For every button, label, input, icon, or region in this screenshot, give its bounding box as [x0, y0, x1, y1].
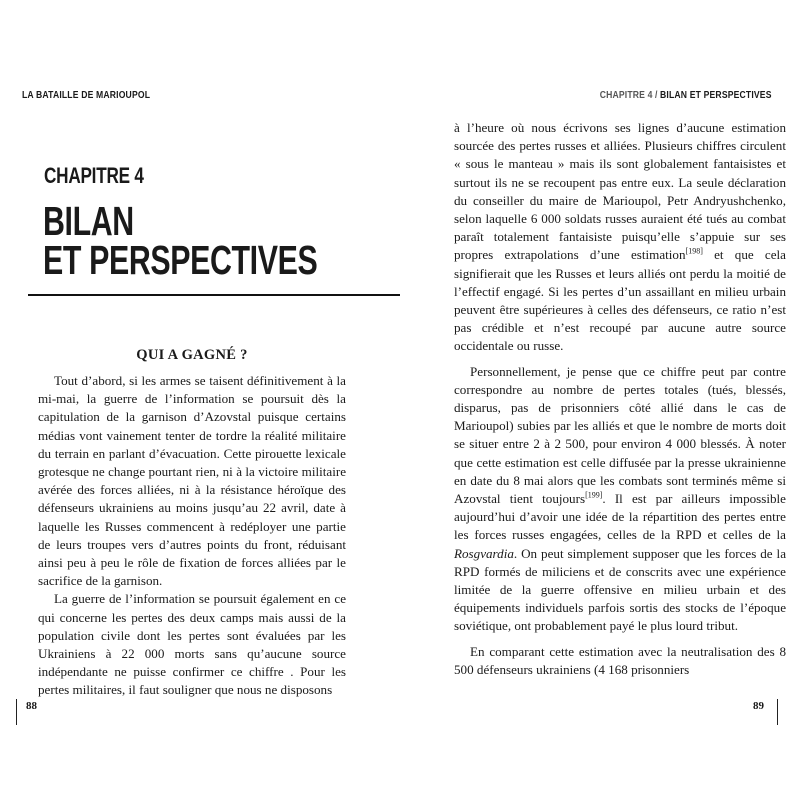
page-number-right: 89 [753, 700, 764, 712]
paragraph-text: . On peut simplement supposer que les forces de la RPD formés de miliciens et de conscrits avec une expérience limitée de la guerre offensive en milieu urbain et des équipements individuels parfois sortis des stocks de l’époque soviétique, ont probablement payé le plus lourd tribut. [454, 545, 786, 634]
chapter-divider [28, 294, 400, 296]
paragraph-text: Personnellement, je pense que ce chiffre peut par contre correspondre au nombre de pertes totales (tués, blessés, disparus, pas de prisonniers côté allié dans le cas de Marioupol) subies par les alliés et que le nombre de morts doit se situer entre 2 à 2 500, pour environ 4 000 blessés. À noter que cette estimation est celle diffusée par la presse ukrainienne en date du 8 mai alors que les combats sont terminés même si Azovstal tient toujours [454, 363, 786, 507]
paragraph: La guerre de l’information se poursuit également en ce qui concerne les pertes des deux camps mais aussi de la population civile dont les pertes sont évaluées par les Ukrainiens à 22 000 morts sans qu’aucune source indépendante ne puisse confirmer ce chiffre . Pour les pertes militaires, il faut souligner que nous ne disposons [38, 591, 346, 698]
running-head-separator: / [655, 89, 658, 101]
running-head-right [600, 89, 772, 101]
chapter-title-line-1: BILAN [43, 198, 134, 244]
page-edge-mark [16, 699, 17, 725]
running-head-left: LA BATAILLE DE MARIOUPOL [22, 89, 151, 101]
paragraph [454, 363, 786, 636]
running-head-title: BILAN ET PERSPECTIVES [660, 89, 772, 101]
right-page [400, 0, 800, 800]
running-head-chapter: CHAPITRE 4 [600, 89, 653, 101]
paragraph: Tout d’abord, si les armes se taisent définitivement à la mi-mai, la guerre de l’information se poursuit dès la capitulation de la garnison d’Azovstal puisque certains médias vont vainement tenter de tordre la réalité militaire du terrain en parlant d’évacuation. Cette pirouette lexicale grotesque ne change pourtant rien, ni à la victoire militaire avérée des forces alliées, ni à la résistance héroïque des défenseurs ukrainiens au moins jusqu’au 22 avril, date à laquelle les Russes commencent à redéployer une partie de leurs troupes vers d’autres points du front, réduisant ainsi peu à peu le rôle de fixation de forces alliées par le sacrifice de la garnison. [38, 373, 346, 589]
right-body-text [454, 119, 786, 679]
section-heading: QUI A GAGNÉ ? [136, 347, 248, 363]
left-body-text [38, 372, 346, 700]
footnote-ref[interactable]: [198] [685, 247, 703, 257]
chapter-title [43, 198, 324, 283]
italic-term: Rosgvardia [454, 545, 514, 561]
paragraph [454, 119, 786, 356]
paragraph-text: . Il est par ailleurs impossible aujourd’hui d’avoir une idée de la répartition des pertes entre les forces russes engagées, celles de la RPD et celles de la [454, 491, 786, 543]
footnote-ref[interactable]: [199] [585, 490, 603, 500]
paragraph: En comparant cette estimation avec la neutralisation des 8 500 défenseurs ukrainiens (4 168 prisonniers [454, 643, 786, 677]
page-number-left: 88 [26, 700, 37, 712]
chapter-title-line-2: ET PERSPECTIVES [43, 237, 318, 283]
paragraph-text: et que cela signifierait que les Russes et leurs alliés ont perdu la moitié de l’effectif engagé. Si les pertes d’un assaillant en milieu urbain peuvent être supérieures à celles des défenseurs, ce ratio n’est pas crédible et n’est recoupé par aucune autre source occidentale ou russe. [454, 247, 786, 354]
page-edge-mark [777, 699, 778, 725]
paragraph-text: à l’heure où nous écrivons ses lignes d’aucune estimation sourcée des pertes russes et alliées. Plusieurs chiffres circulent « sous le manteau » mais ils sont globalement fantaisistes et surtout ils ne se recoupent pas entre eux. La seule déclaration du conseiller du maire de Marioupol, Petr Andryushchenko, selon laquelle 6 000 soldats russes auraient été tués au combat paraît totalement fantaisiste puisqu’elle s’appuie sur ses propres extrapolations d’une estimation [454, 120, 786, 263]
chapter-label: CHAPITRE 4 [44, 163, 144, 188]
